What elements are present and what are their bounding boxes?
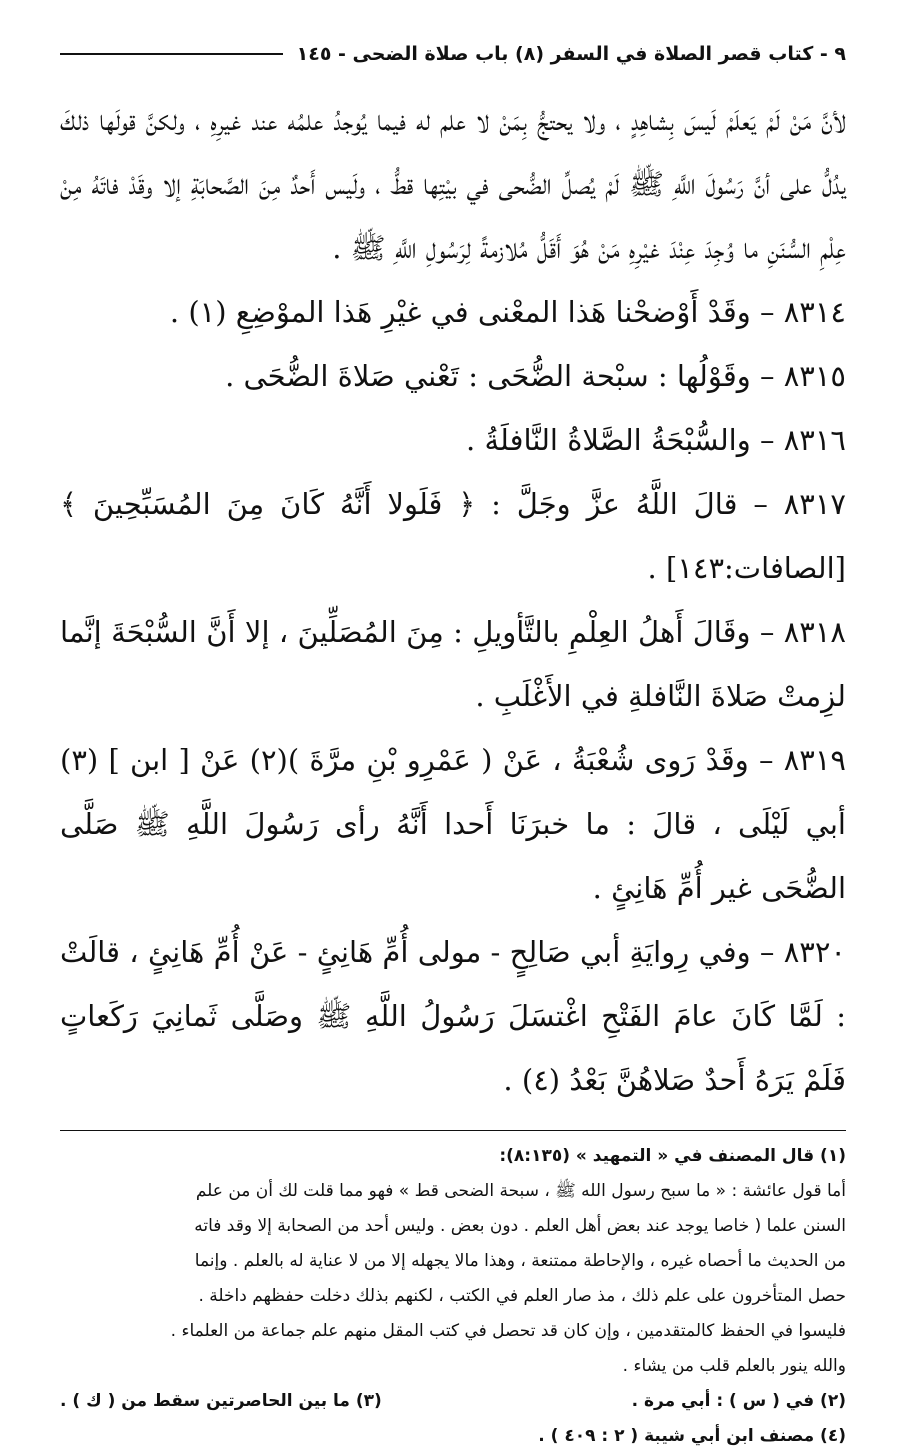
footnote-1-heading: (١) قال المصنف في « التمهيد » (٨:١٣٥): [499,1146,846,1166]
paragraph-8316: ٨٣١٦ – والسُّبْحَةُ الصَّلاةُ النَّافلَةُ . [466,423,846,457]
paragraph-text: وقَدْ رَوى شُعْبَةُ ، عَنْ ( عَمْرِو بْنِ مرَّةَ )(٢) عَنْ [ ابن ] (٣) أبي لَيْلَى ، قالَ : ما خبرَنَا أَحدا أَنَّهُ رأى رَسُولَ اللَّهِ ﷺ صَلَّى الضُّحَى غير أُمِّ هَانِئٍ . [60,743,846,905]
paragraph-8318: ٨٣١٨ – وقَالَ أَهلُ العِلْمِ بالتَّأويلِ : مِنَ المُصَلِّينَ ، إلا أَنَّ السُّبْحَةَ إنَّما لزِمتْ صَلاةَ النَّافلةِ في الأَغْلَبِ . [60,615,847,713]
paragraph-8315: ٨٣١٥ – وقَوْلُها : سبْحة الضُّحَى : تَعْني صَلاةَ الضُّحَى . [225,359,846,393]
paragraph-number: ٨٣١٤ [783,295,846,329]
paragraph-number: ٨٣٢٠ [783,935,847,969]
footnote-separator [60,1130,846,1131]
paragraph-number: ٨٣١٦ [783,423,846,457]
footnote-1-line: فليسوا في الحفظ كالمتقدمين ، وإن كان قد تحصل في كتب المقل منهم علم جماعة من العلماء . [170,1321,846,1341]
footnote-4: (٤) مصنف ابن أبي شيبة ( ٢ : ٤٠٩ ) . [538,1426,846,1446]
footnotes [60,1139,846,1454]
running-title: ٩ - كتاب قصر الصلاة في السفر (٨) باب صلاة الضحى - ١٤٥ [296,43,846,65]
paragraph-text: وقَوْلُها : سبْحة الضُّحَى : تَعْني صَلاةَ الضُّحَى . [225,359,751,393]
paragraph-8317: ٨٣١٧ – قالَ اللَّهُ عزَّ وجَلَّ : ﴿ فَلَولا أَنَّهُ كَانَ مِنَ المُسَبِّحِينَ ﴾ [الصافات:١٤٣] . [60,487,847,585]
footnotes-2-3-row [60,1384,846,1419]
footnote-1-line: حصل المتأخرون على علم ذلك ، مذ صار العلم في الكتب ، لكنهم بذلك دخلت حفظهم داخلة . [198,1286,846,1306]
paragraph-number: ٨٣١٥ [783,359,846,393]
paragraph-text: والسُّبْحَةُ الصَّلاةُ النَّافلَةُ . [466,423,751,457]
main-text [60,88,846,1112]
footnote-2: (٢) في ( س ) : أبي مرة . [631,1391,846,1411]
paragraph-text: وفي رِوايَةِ أبي صَالِحٍ - مولى أُمِّ هَانِئٍ - عَنْ أُمِّ هَانِئٍ ، قالَتْ : لَمَّا كَانَ عامَ الفَتْحِ اغْتسَلَ رَسُولُ اللَّهِ ﷺ وصَلَّى ثَمانِيَ رَكَعاتٍ فَلَمْ يَرَهُ أَحدٌ صَلاهُنَّ بَعْدُ (٤) . [60,935,846,1097]
paragraph-8320: ٨٣٢٠ – وفي رِوايَةِ أبي صَالِحٍ - مولى أُمِّ هَانِئٍ - عَنْ أُمِّ هَانِئٍ ، قالَتْ : لَمَّا كَانَ عامَ الفَتْحِ اغْتسَلَ رَسُولُ اللَّهِ ﷺ وصَلَّى ثَمانِيَ رَكَعاتٍ فَلَمْ يَرَهُ أَحدٌ صَلاهُنَّ بَعْدُ (٤) . [60,935,847,1097]
paragraph-number: ٨٣١٧ [783,487,847,521]
footnote-1-line: والله ينور بالعلم قلب من يشاء . [622,1356,846,1376]
opening-paragraph: لأنَّ مَنْ لَمْ يَعلَمْ لَيسَ بِشاهِدٍ ، ولا يحتجُّ بِمَنْ لا علم له فيما يُوجدُ علمُه عند غيرِهِ ، ولكنَّ قولَها ذلكَ يدُلُّ على أنَّ رَسُولَ اللَّهِ ﷺ لَمْ يُصلِّ الضُّحى في بيْتِها قطُّ ، ولَيس أَحدٌ مِنَ الصَّحابَةِ إلا وقَدْ فاتَهُ مِنْ عِلْمِ السُّنَنِ ما وُجِدَ عِنْدَ غيْرِهِ مَنْ هُوَ أَقَلُّ مُلازمةً لِرَسُولِ اللَّهِ ﷺ . [60,103,846,265]
paragraph-text: وقَالَ أَهلُ العِلْمِ بالتَّأويلِ : مِنَ المُصَلِّينَ ، إلا أَنَّ السُّبْحَةَ إنَّما لزِمتْ صَلاةَ النَّافلةِ في الأَغْلَبِ . [60,615,846,713]
running-header [60,34,846,74]
header-rule [60,53,283,55]
footnote-3: (٣) ما بين الحاصرتين سقط من ( ك ) . [60,1391,382,1411]
paragraph-number: ٨٣١٩ [783,743,847,777]
paragraph-text: قالَ اللَّهُ عزَّ وجَلَّ : ﴿ فَلَولا أَنَّهُ كَانَ مِنَ المُسَبِّحِينَ ﴾ [الصافات:١٤٣] . [60,487,846,585]
footnote-1-line: من الحديث ما أحصاه غيره ، والإحاطة ممتنعة ، وهذا مالا يجهله إلا من لا عناية له بالعلم . وإنما [194,1251,846,1271]
paragraph-text: وقَدْ أَوْضحْنا هَذا المعْنى في غيْرِ هَذا الموْضِعِ (١) . [169,295,751,329]
footnote-1-line: السنن علما ( خاصا يوجد عند بعض أهل العلم . دون بعض . وليس أحد من الصحابة إلا وقد فاته [194,1216,846,1236]
paragraph-8319: ٨٣١٩ – وقَدْ رَوى شُعْبَةُ ، عَنْ ( عَمْرِو بْنِ مرَّةَ )(٢) عَنْ [ ابن ] (٣) أبي لَيْلَى ، قالَ : ما خبرَنَا أَحدا أَنَّهُ رأى رَسُولَ اللَّهِ ﷺ صَلَّى الضُّحَى غير أُمِّ هَانِئٍ . [60,743,847,905]
paragraph-8314: ٨٣١٤ – وقَدْ أَوْضحْنا هَذا المعْنى في غيْرِ هَذا الموْضِعِ (١) . [169,295,846,329]
paragraph-number: ٨٣١٨ [783,615,847,649]
footnote-1-line: أما قول عائشة : « ما سبح رسول الله ﷺ ، سبحة الضحى قط » فهو مما قلت لك أن من علم [195,1181,846,1201]
